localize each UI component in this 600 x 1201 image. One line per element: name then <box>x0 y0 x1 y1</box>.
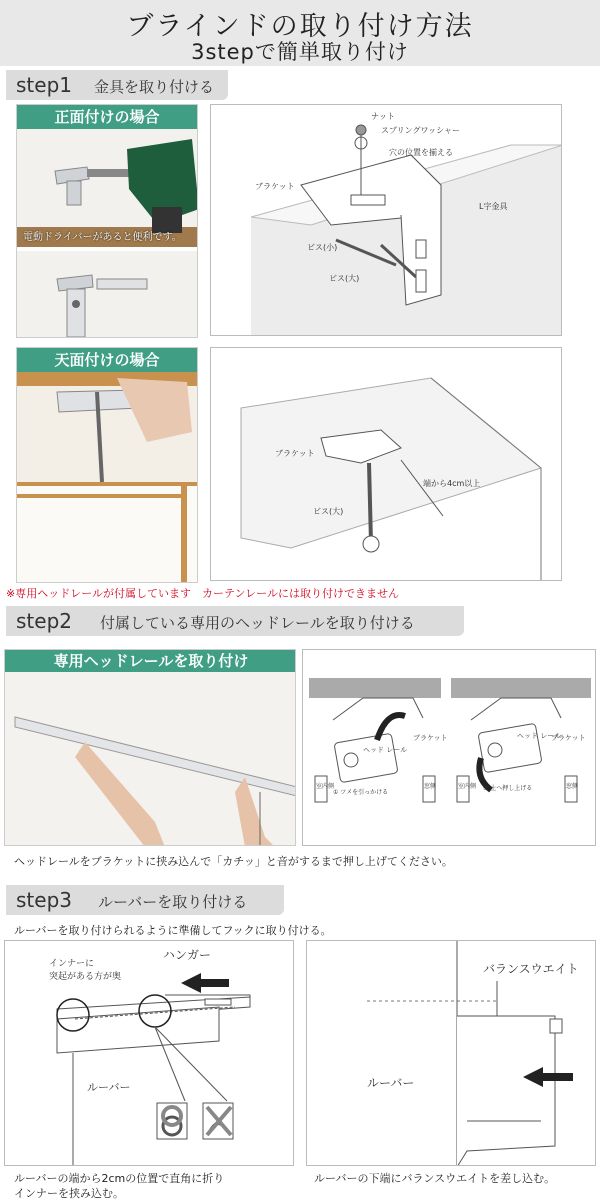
ceiling-mount-diagram <box>210 347 562 581</box>
page-title: ブラインドの取り付け方法 <box>126 11 474 42</box>
label-hanger: ハンガー <box>163 948 212 962</box>
step2-header <box>6 606 464 636</box>
label-bracket: ブラケット <box>255 182 295 191</box>
step3-left-diagram <box>4 940 294 1166</box>
label-window-left: 窓側 <box>424 783 437 790</box>
label-bracket-right: ブラケット <box>551 734 586 742</box>
ceiling-mount-title: 天面付けの場合 <box>17 348 197 372</box>
page-subtitle: 3stepで簡単取り付け <box>191 40 409 64</box>
front-mount-title: 正面付けの場合 <box>17 105 197 129</box>
front-mount-diagram-svg <box>211 105 562 336</box>
label-indoor-right: 室内側 <box>458 783 477 790</box>
step3-right-caption: ルーバーの下端にバランスウエイトを差し込む。 <box>314 1172 556 1185</box>
label-bracket-2: ブラケット <box>275 449 315 458</box>
step3-left-caption-1: ルーバーの端から2cmの位置で直角に折り <box>14 1172 225 1185</box>
label-louver-left: ルーバー <box>87 1081 131 1094</box>
label-window-right: 窓側 <box>566 783 579 790</box>
step3-left-diagram-svg <box>5 941 294 1166</box>
label-screw-large: ビス(大) <box>329 274 360 283</box>
ceiling-mount-photo <box>16 347 198 583</box>
ceiling-mount-diagram-svg <box>211 348 562 581</box>
label-inner-note-1: インナーに <box>49 959 95 969</box>
label-distance: 端から4cm以上 <box>423 479 481 488</box>
step3-left-caption-2: インナーを挟み込む。 <box>14 1187 124 1200</box>
step1-note: ※専用ヘッドレールが付属しています カーテンレールには取り付けできません <box>6 587 399 600</box>
label-indoor-left: 室内側 <box>316 783 335 790</box>
label-nut: ナット <box>371 112 395 121</box>
step3-label: step3 <box>16 888 72 912</box>
label-louver-right: ルーバー <box>367 1076 415 1090</box>
label-head-rail-left: ヘッド レール <box>363 746 408 754</box>
step2-photo <box>4 649 296 846</box>
front-mount-diagram <box>210 104 562 336</box>
label-screw-small: ビス(小) <box>307 243 338 252</box>
label-push-step: ② 上へ押し上げる <box>483 785 533 792</box>
step3-description: ルーバーを取り付ける <box>98 893 248 911</box>
step2-photo-title: 専用ヘッドレールを取り付け <box>5 650 296 672</box>
step2-label: step2 <box>16 609 72 633</box>
label-inner-note-2: 突起がある方が奥 <box>49 972 122 982</box>
step3-right-diagram-svg <box>307 941 596 1166</box>
label-balance-weight: バランスウエイト <box>483 962 579 976</box>
step3-right-diagram <box>306 940 596 1166</box>
label-l-bracket: L字金具 <box>479 202 508 211</box>
front-mount-photo <box>16 104 198 338</box>
step1-label: step1 <box>16 73 72 97</box>
label-head-rail-right: ヘッド レール <box>517 732 562 740</box>
step2-illustration <box>5 672 296 846</box>
header <box>0 0 600 66</box>
step3-header <box>6 885 284 915</box>
step2-diagram-svg <box>303 650 596 846</box>
step3-intro: ルーバーを取り付けられるように準備してフックに取り付ける。 <box>14 924 332 937</box>
label-spring-washer: スプリングワッシャー <box>381 126 460 135</box>
step1-description: 金具を取り付ける <box>94 78 215 96</box>
label-align-holes: 穴の位置を揃える <box>389 148 453 157</box>
step2-description: 付属している専用のヘッドレールを取り付ける <box>100 614 415 632</box>
step2-diagram <box>302 649 596 846</box>
label-bracket-left: ブラケット <box>413 734 448 742</box>
ceiling-mount-illustration <box>17 372 198 583</box>
front-mount-photo-caption: 電動ドライバーがあると便利です。 <box>23 232 182 243</box>
label-hook-step: ① ツメを引っかける <box>333 789 389 796</box>
step1-header <box>6 70 228 100</box>
step2-caption: ヘッドレールをブラケットに挟み込んで「カチッ」と音がするまで押し上げてください。 <box>14 855 453 868</box>
label-screw-large-2: ビス(大) <box>313 507 344 516</box>
